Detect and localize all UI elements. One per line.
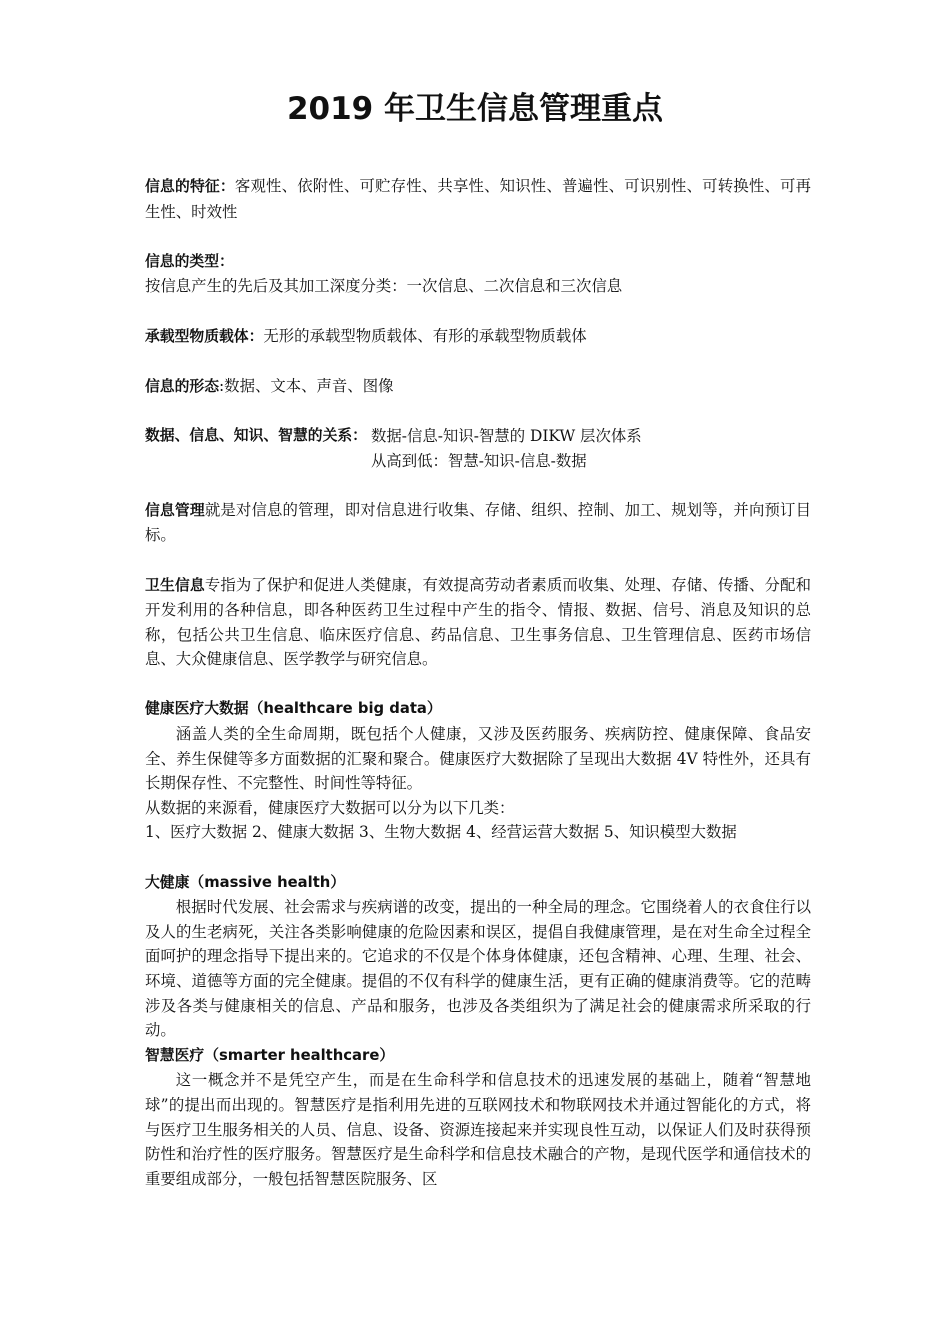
dikw-line-1: 数据-信息-知识-智慧的 DIKW 层次体系 xyxy=(370,426,642,445)
features-paragraph xyxy=(145,174,811,224)
carrier-label: 承载型物质载体： xyxy=(145,327,264,345)
dikw-line-2: 从高到低：智慧-知识-信息-数据 xyxy=(370,451,587,470)
features-text: 客观性、依附性、可贮存性、共享性、知识性、普遍性、可识别性、可转换性、可再生性、时效性 xyxy=(145,177,811,221)
health-info-label: 卫生信息 xyxy=(145,576,205,594)
forms-text: :数据、文本、声音、图像 xyxy=(219,376,394,395)
forms-label: 信息的形态 xyxy=(145,377,219,395)
smart-healthcare-paragraph: 这一概念并不是凭空产生，而是在生命科学和信息技术的迅速发展的基础上，随着“智慧地球”的提出而出现的。智慧医疗是指利用先进的互联网技术和物联网技术并通过智能化的方式，将与医疗卫生服务相关的人员、信息、设备、资源连接起来并实现良性互动，以保证人们及时获得预防性和治疗性的医疗服务。智慧医疗是生命科学和信息技术融合的产物，是现代医学和通信技术的重要组成部分，一般包括智慧医院服务、区 xyxy=(145,1071,811,1188)
info-management-text: 就是对信息的管理，即对信息进行收集、存储、组织、控制、加工、规划等，并向预订目标。 xyxy=(145,500,811,545)
big-data-categories: 1、医疗大数据 2、健康大数据 3、生物大数据 4、经营运营大数据 5、知识模型大数据 xyxy=(145,823,737,842)
health-info-text: 专指为了保护和促进人类健康，有效提高劳动者素质而收集、处理、存储、传播、分配和开发利用的各种信息，即各种医药卫生过程中产生的指令、情报、数据、信号、消息及知识的总称，包括公共卫生信息、临床医疗信息、药品信息、卫生事务信息、卫生管理信息、医药市场信息、大众健康信息、医学教学与研究信息。 xyxy=(145,575,811,669)
document-body xyxy=(145,174,811,1191)
features-label: 信息的特征： xyxy=(145,178,235,195)
info-management-paragraph xyxy=(145,498,811,548)
info-management-label: 信息管理 xyxy=(145,501,205,519)
dikw-lines xyxy=(371,424,642,473)
forms-paragraph xyxy=(145,374,811,400)
smart-healthcare-heading: 智慧医疗（smarter healthcare） xyxy=(145,1046,395,1064)
types-label: 信息的类型： xyxy=(145,252,234,270)
types-text: 按信息产生的先后及其加工深度分类：一次信息、二次信息和三次信息 xyxy=(145,277,623,296)
big-data-heading: 健康医疗大数据（healthcare big data） xyxy=(145,700,442,718)
big-data-paragraph-2: 从数据的来源看，健康医疗大数据可以分为以下几类： xyxy=(145,798,515,817)
massive-health-paragraph: 根据时代发展、社会需求与疾病谱的改变，提出的一种全局的理念。它围绕着人的衣食住行以及人的生老病死，关注各类影响健康的危险因素和误区，提倡自我健康管理，是在对生命全过程全面呵护的理念指导下提出来的。它追求的不仅是个体身体健康，还包含精神、心理、生理、社会、环境、道德等方面的完全健康。提倡的不仅有科学的健康生活，更有正确的健康消费等。它的范畴涉及各类与健康相关的信息、产品和服务，也涉及各类组织为了满足社会的健康需求所采取的行动。 xyxy=(145,898,811,1040)
health-info-paragraph xyxy=(145,573,811,672)
dikw-paragraph xyxy=(145,424,811,473)
big-data-paragraph-1: 涵盖人类的全生命周期，既包括个人健康，又涉及医药服务、疾病防控、健康保障、食品安全、养生保健等多方面数据的汇聚和聚合。健康医疗大数据除了呈现出大数据 4V 特性外，还具有长期保存性、不完整性、时间性等特征。 xyxy=(145,725,811,793)
massive-health-heading: 大健康（massive health） xyxy=(145,873,346,891)
dikw-label: 数据、信息、知识、智慧的关系： xyxy=(145,426,367,444)
types-label-line xyxy=(145,249,811,275)
carrier-paragraph xyxy=(145,324,811,350)
carrier-text: 无形的承载型物质载体、有形的承载型物质载体 xyxy=(263,326,587,345)
document-title: 2019 年卫生信息管理重点 xyxy=(286,91,664,127)
